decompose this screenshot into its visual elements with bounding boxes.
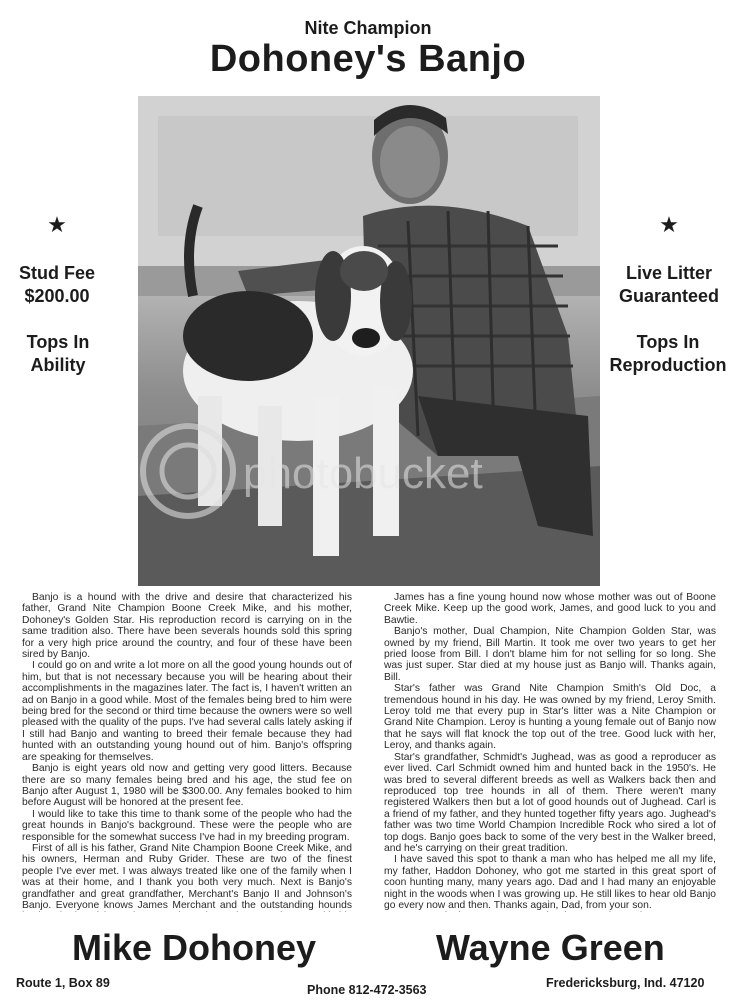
left-body-column [22,592,352,912]
live-litter [608,262,730,308]
paragraph: Star's grandfather, Schmidt's Jughead, was as good a reproducer as ever lived. Carl Schmidt owned him and hunted back in the 1950's. He was bred to several different breeds as well as Walkers back then and reproduced top tree hounds in all of them. There weren't many registered Walkers then but a lot of good hounds out of Jughead. Carl is a friend of my father, and they hunted together fifty years ago. Jughead's father was two time World Champion Incredible Rock who sired a lot of top dogs. Banjo goes back to some of the very best in the Walker breed, and he's carrying on their great tradition. [384,751,716,854]
guaranteed-label: Guaranteed [618,286,720,306]
paragraph: Banjo is eight years old now and getting very good litters. Because there are so many females being bred and his age, the stud fee on Banjo after August 1, 1980 will be $300.00. Any females booked to him before August will be honored at the present fee. [22,763,352,809]
stud-fee [0,262,117,308]
ability-label: Ability [30,355,86,375]
tops-in-label: Tops In [636,332,700,352]
paragraph [384,911,716,912]
star-icon: ★ [47,212,67,237]
tops-in-reproduction [606,331,730,377]
stud-fee-label: Stud Fee [18,263,95,283]
star-icon: ★ [659,212,679,237]
photo-illustration [138,96,600,586]
watermark-text: photobucket [243,449,483,498]
paragraph: Banjo is a hound with the drive and desire that characterized his father, Grand Nite Champion Boone Creek Mike, and his mother, Dohoney's Golden Star. His reproduction record is carrying on in the same tradition also. There have been severals hounds sold this spring for a very high price around the country, and four of these have been sired by Banjo. [22,592,352,661]
owner-name-left: Mike Dohoney [72,927,317,968]
address: Route 1, Box 89 [16,976,110,990]
dog-and-man-photo [138,96,600,586]
paragraph: I would like to take this time to thank some of the people who had the great hounds in Banjo's background. These were the people who are responsible for the somewhat success I've had in my breeding program. [22,808,352,843]
owner-name-right: Wayne Green [436,927,665,968]
stud-fee-price: $200.00 [24,286,90,306]
paragraph: I have saved this spot to thank a man who has helped me all my life, my father, Haddon Dohoney, who got me started in this great sport of coon hunting many, many years ago. Dad and I had many an enjoyable night in the woods when I was growing up. He still likes to hear old Banjo go every now and then. Thanks again, Dad, from your son. [384,854,716,911]
paragraph: Banjo's mother, Dual Champion, Nite Champion Golden Star, was owned by my friend, Bill Martin. It took me over two years to get her pried loose from Bill. I don't blame him for not selling for so long. She was just super. Star died at my house just as Banjo will. Thanks again, Bill. [384,626,716,683]
live-litter-label: Live Litter [625,263,713,283]
paragraph: First of all is his father, Grand Nite Champion Boone Creek Mike, and his owners, Herman and Ruby Grider. These are two of the finest people I've ever met. I was always treated like one of the family when I was at their home, and I thank you both very much. Next is Banjo's grandfather and great grandfather, Merchant's Banjo II and Johnson's Banjo. Everyone knows James Merchant and the outstanding hounds [22,842,352,911]
paragraph: James has a fine young hound now whose mother was out of Boone Creek Mike. Keep up the good work, James, and good luck to you and Bawtie. [384,592,716,626]
pre-title: Nite Champion [304,18,432,38]
reproduction-label: Reproduction [609,355,727,375]
tops-in-ability [0,331,118,377]
tops-in-label: Tops In [26,332,90,352]
right-body-column [384,592,716,912]
paragraph: Star's father was Grand Nite Champion Smith's Old Doc, a tremendous hound in his day. He was owned by my friend, Leroy Smith. Leroy told me that every pup in Star's litter was a Nite Champion or Grand Nite Champion. Leroy is hunting a young female out of Banjo now that he says will flat knock the top out of the tree. Good luck with her, Leroy, and thanks again. [384,683,716,752]
phone: Phone 812-472-3563 [307,983,427,997]
city: Fredericksburg, Ind. 47120 [546,976,705,990]
page-title: Dohoney's Banjo [209,38,527,80]
paragraph: I could go on and write a lot more on all the good young hounds out of him, but that is not necessary because you will be hearing about their accomplishments in the magazines later. The fact is, I haven't written an ad on Banjo in a good while. Most of the females being bred to him were being bred for the second or third time because the owners were so well pleased with the quality of the pups. I've had several calls lately asking if I still had Banjo and wanting to breed their female because they had hunted with an outstanding young hound out of him. Banjo's offspring are speaking for themselves. [22,660,352,763]
